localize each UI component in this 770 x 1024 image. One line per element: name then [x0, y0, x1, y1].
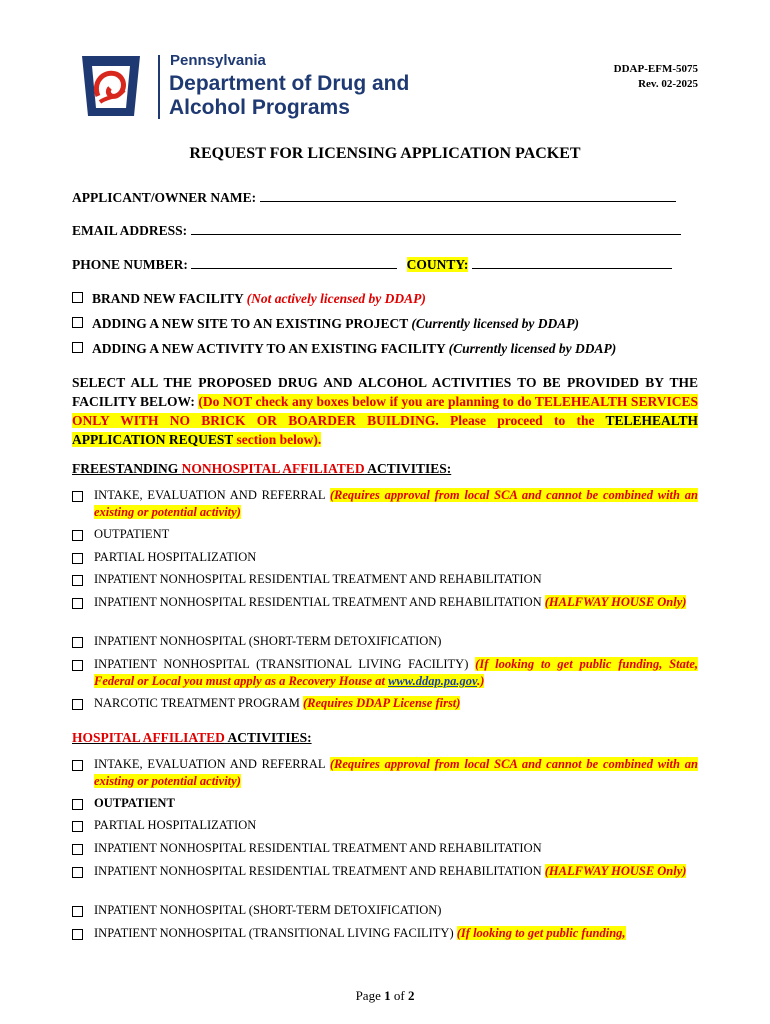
instructions-part-3: TELEHEALTH APPLICATION REQUEST: [72, 413, 698, 447]
hospital-item-partial[interactable]: [72, 817, 698, 834]
county-line[interactable]: [472, 256, 672, 269]
checkbox-icon[interactable]: [72, 929, 83, 940]
hospital-heading-post: ACTIVITIES:: [224, 730, 312, 745]
item-label: OUTPATIENT: [94, 796, 175, 810]
checkbox-icon[interactable]: [72, 342, 83, 353]
item-label: INPATIENT NONHOSPITAL RESIDENTIAL TREATMENT AND REHABILITATION: [94, 841, 542, 855]
checkbox-icon[interactable]: [72, 317, 83, 328]
facility-option-note: (Not actively licensed by DDAP): [246, 291, 426, 306]
item-label: OUTPATIENT: [94, 527, 170, 541]
hospital-item-residential[interactable]: [72, 840, 698, 857]
hospital-item-outpatient[interactable]: [72, 795, 698, 812]
item-label: INPATIENT NONHOSPITAL (SHORT-TERM DETOXIFICATION): [94, 634, 442, 648]
hospital-heading-red: HOSPITAL AFFILIATED: [72, 730, 225, 745]
item-note: (HALFWAY HOUSE Only): [544, 595, 687, 609]
item-label: INTAKE, EVALUATION AND REFERRAL: [94, 757, 330, 771]
county-label: COUNTY:: [406, 257, 469, 272]
email-field[interactable]: [72, 222, 681, 239]
applicant-name-field[interactable]: [72, 189, 676, 206]
applicant-name-line[interactable]: [260, 189, 676, 202]
page-prefix: Page: [355, 988, 385, 1003]
hospital-item-intake[interactable]: [72, 756, 698, 790]
item-label: NARCOTIC TREATMENT PROGRAM: [94, 696, 303, 710]
item-label: INPATIENT NONHOSPITAL (TRANSITIONAL LIVING FACILITY): [94, 657, 476, 671]
email-label: EMAIL ADDRESS:: [72, 223, 188, 238]
item-label: INPATIENT NONHOSPITAL RESIDENTIAL TREATMENT AND REHABILITATION: [94, 572, 542, 586]
page-footer: [0, 988, 770, 1004]
page-mid: of: [390, 988, 408, 1003]
applicant-name-label: APPLICANT/OWNER NAME:: [72, 190, 257, 205]
freestanding-heading-red: NONHOSPITAL AFFILIATED: [181, 461, 365, 476]
freestanding-heading-post: ACTIVITIES:: [364, 461, 452, 476]
freestanding-item-residential[interactable]: [72, 571, 698, 588]
logo-divider: [158, 55, 160, 119]
item-note-end: .): [477, 674, 485, 688]
checkbox-icon[interactable]: [72, 292, 83, 303]
item-label: INPATIENT NONHOSPITAL RESIDENTIAL TREATMENT AND REHABILITATION: [94, 864, 545, 878]
hospital-item-detox[interactable]: [72, 902, 698, 919]
item-note: (HALFWAY HOUSE Only): [544, 864, 687, 878]
ddap-website-link[interactable]: www.ddap.pa.gov: [388, 674, 478, 688]
checkbox-icon[interactable]: [72, 575, 83, 586]
item-note: (Requires DDAP License first): [302, 696, 461, 710]
freestanding-item-outpatient[interactable]: [72, 526, 698, 543]
facility-option-note: (Currently licensed by DDAP): [448, 341, 617, 356]
freestanding-item-partial[interactable]: [72, 549, 698, 566]
logo-line-1: Department of Drug and: [169, 72, 410, 95]
instructions-part-1: SELECT ALL THE PROPOSED DRUG AND ALCOHOL ACTIVITIES TO BE PROVIDED BY THE FACILITY BELOW:: [72, 375, 698, 409]
page-total: 2: [407, 988, 415, 1003]
freestanding-item-narcotic[interactable]: [72, 695, 698, 712]
keystone-emblem-icon: [78, 52, 144, 122]
facility-option-note: (Currently licensed by DDAP): [411, 316, 579, 331]
item-note: (If looking to get public funding, State, Federal or Local you must apply as a Recovery House at: [94, 657, 698, 688]
facility-option-label: ADDING A NEW ACTIVITY TO AN EXISTING FACILITY: [92, 341, 446, 356]
checkbox-icon[interactable]: [72, 906, 83, 917]
checkbox-icon[interactable]: [72, 598, 83, 609]
item-label: PARTIAL HOSPITALIZATION: [94, 818, 257, 832]
facility-option-new[interactable]: [72, 291, 426, 307]
item-label: PARTIAL HOSPITALIZATION: [94, 550, 257, 564]
facility-option-label: BRAND NEW FACILITY: [92, 291, 244, 306]
email-line[interactable]: [191, 222, 681, 235]
freestanding-item-transitional[interactable]: [72, 656, 698, 690]
instructions-part-2: (Do NOT check any boxes below if you are planning to do TELEHEALTH SERVICES ONLY WITH NO BRICK OR BOARDER BUILDING. Please proceed to the: [72, 394, 698, 428]
checkbox-icon[interactable]: [72, 491, 83, 502]
logo-state: Pennsylvania: [170, 52, 266, 69]
logo-line-2: Alcohol Programs: [169, 96, 350, 119]
facility-option-new-site[interactable]: [72, 316, 579, 332]
hospital-heading: [72, 730, 312, 746]
facility-option-label: ADDING A NEW SITE TO AN EXISTING PROJECT: [92, 316, 408, 331]
item-label: INTAKE, EVALUATION AND REFERRAL: [94, 488, 330, 502]
hospital-item-halfway[interactable]: [72, 863, 698, 880]
ddap-logo: [78, 52, 408, 122]
phone-field[interactable]: [72, 256, 672, 273]
page-title: REQUEST FOR LICENSING APPLICATION PACKET: [189, 145, 581, 162]
checkbox-icon[interactable]: [72, 821, 83, 832]
item-note: (Requires approval from local SCA and cannot be combined with an existing or potential activity): [94, 757, 698, 788]
instructions-paragraph: [72, 373, 698, 449]
facility-option-new-activity[interactable]: [72, 341, 616, 357]
checkbox-icon[interactable]: [72, 699, 83, 710]
checkbox-icon[interactable]: [72, 660, 83, 671]
checkbox-icon[interactable]: [72, 867, 83, 878]
form-revision: Rev. 02-2025: [638, 78, 698, 90]
phone-label: PHONE NUMBER:: [72, 257, 188, 272]
item-label: INPATIENT NONHOSPITAL (TRANSITIONAL LIVING FACILITY): [94, 926, 457, 940]
item-label: INPATIENT NONHOSPITAL RESIDENTIAL TREATMENT AND REHABILITATION: [94, 595, 545, 609]
checkbox-icon[interactable]: [72, 637, 83, 648]
freestanding-item-halfway[interactable]: [72, 594, 698, 611]
item-label: INPATIENT NONHOSPITAL (SHORT-TERM DETOXIFICATION): [94, 903, 442, 917]
phone-line[interactable]: [191, 256, 397, 269]
freestanding-item-intake[interactable]: [72, 487, 698, 521]
form-identifier: [614, 62, 698, 92]
checkbox-icon[interactable]: [72, 844, 83, 855]
freestanding-item-detox[interactable]: [72, 633, 698, 650]
page-current: 1: [384, 988, 391, 1003]
checkbox-icon[interactable]: [72, 760, 83, 771]
item-note: (Requires approval from local SCA and cannot be combined with an existing or potential activity): [94, 488, 698, 519]
hospital-item-transitional[interactable]: [72, 925, 698, 942]
checkbox-icon[interactable]: [72, 530, 83, 541]
checkbox-icon[interactable]: [72, 799, 83, 810]
freestanding-heading-pre: FREESTANDING: [72, 461, 182, 476]
instructions-part-4: section below).: [233, 432, 322, 447]
checkbox-icon[interactable]: [72, 553, 83, 564]
item-note: (If looking to get public funding,: [456, 926, 626, 940]
freestanding-heading: [72, 461, 451, 477]
form-id: DDAP-EFM-5075: [613, 63, 698, 75]
